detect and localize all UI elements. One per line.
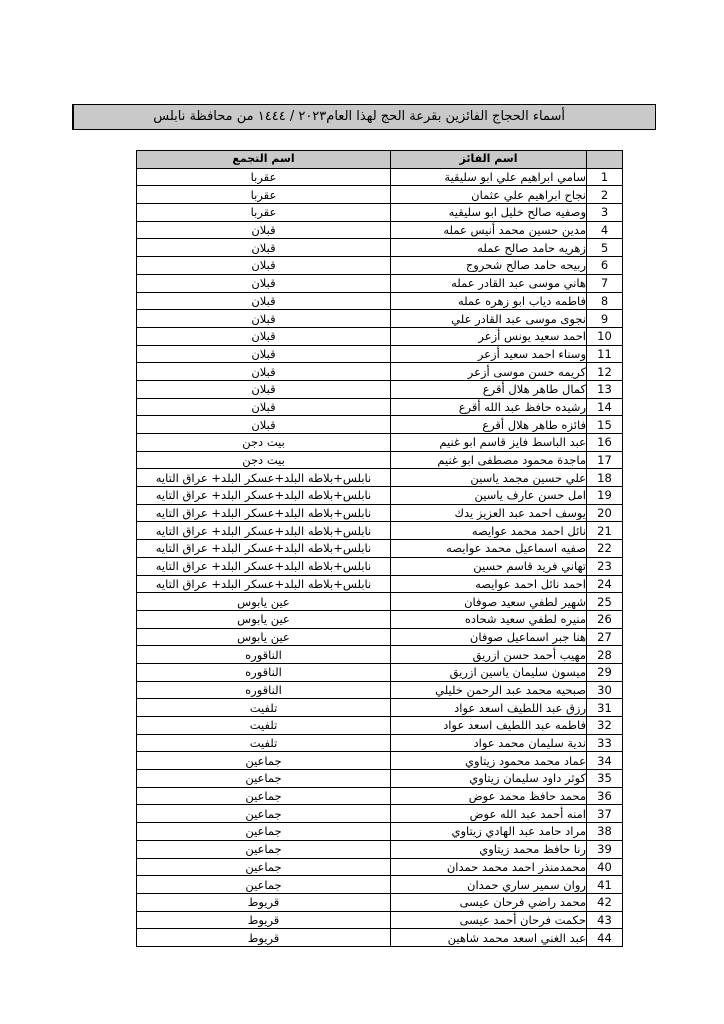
row-number: 17 — [587, 451, 623, 469]
winner-name: مراد حامد عبد الهادي زيتاوي — [391, 823, 587, 841]
table-row — [137, 628, 623, 646]
page-title: أسماء الحجاج الفائزين بقرعة الحج لهذا العام٢٠٢٣ / ١٤٤٤ من محافظة نابلس — [72, 104, 656, 130]
table-row — [137, 168, 623, 186]
winner-name: محمد حافظ محمد عوض — [391, 787, 587, 805]
table-row — [137, 911, 623, 929]
winner-name: وسناء احمد سعيد أزعر — [391, 345, 587, 363]
winner-name: احمد سعيد يونس أزعر — [391, 327, 587, 345]
group-name: قبلان — [137, 257, 391, 275]
row-number: 24 — [587, 575, 623, 593]
row-number: 18 — [587, 469, 623, 487]
group-name: تلفيت — [137, 717, 391, 735]
winner-name: صفيه اسماعيل محمد عوايصه — [391, 540, 587, 558]
table-row — [137, 257, 623, 275]
group-name: قريوط — [137, 893, 391, 911]
group-name: قبلان — [137, 363, 391, 381]
row-number: 27 — [587, 628, 623, 646]
winner-name: احمد نائل احمد عوايصه — [391, 575, 587, 593]
table-row — [137, 310, 623, 328]
winner-name: نجوى موسى عبد القادر علي — [391, 310, 587, 328]
table-row — [137, 398, 623, 416]
winner-name: رشيده حافظ عبد الله أقرع — [391, 398, 587, 416]
table-row — [137, 893, 623, 911]
group-name: عين يابوس — [137, 610, 391, 628]
row-number: 39 — [587, 840, 623, 858]
row-number: 5 — [587, 239, 623, 257]
table-row — [137, 557, 623, 575]
table-row — [137, 663, 623, 681]
row-number: 10 — [587, 327, 623, 345]
winner-name: منيره لطفي سعيد شحاده — [391, 610, 587, 628]
winner-name: فاطمه عبد اللطيف اسعد عواد — [391, 717, 587, 735]
group-name: نابلس+بلاطه البلد+عسكر البلد+ عراق التايه — [137, 540, 391, 558]
table-row — [137, 239, 623, 257]
group-name: بيت دجن — [137, 451, 391, 469]
winner-name: رزق عبد اللطيف اسعد عواد — [391, 699, 587, 717]
row-number: 1 — [587, 168, 623, 186]
row-number: 26 — [587, 610, 623, 628]
row-number: 42 — [587, 893, 623, 911]
table-row — [137, 434, 623, 452]
winner-name: ميسون سليمان ياسين ازريق — [391, 663, 587, 681]
group-name: نابلس+بلاطه البلد+عسكر البلد+ عراق التايه — [137, 575, 391, 593]
winner-name: سامي ابراهيم علي ابو سليقية — [391, 168, 587, 186]
group-name: قبلان — [137, 239, 391, 257]
winner-name: امنه أحمد عبد الله عوض — [391, 805, 587, 823]
winner-name: نجاح ابراهيم علي عثمان — [391, 186, 587, 204]
row-number: 2 — [587, 186, 623, 204]
row-number: 8 — [587, 292, 623, 310]
winner-name: فاطمه دياب ابو زهره عمله — [391, 292, 587, 310]
row-number: 25 — [587, 593, 623, 611]
table-row — [137, 876, 623, 894]
table-row — [137, 575, 623, 593]
winner-name: روان سمير ساري حمدان — [391, 876, 587, 894]
table-row — [137, 717, 623, 735]
table-row — [137, 345, 623, 363]
table-row — [137, 858, 623, 876]
table-row — [137, 487, 623, 505]
column-header-group-name: اسم التجمع — [137, 151, 391, 169]
group-name: الناقوره — [137, 663, 391, 681]
group-name: جماعين — [137, 805, 391, 823]
table-row — [137, 752, 623, 770]
table-row — [137, 805, 623, 823]
winner-name: علي حسين مجمد ياسين — [391, 469, 587, 487]
row-number: 12 — [587, 363, 623, 381]
table-row — [137, 469, 623, 487]
group-name: نابلس+بلاطه البلد+عسكر البلد+ عراق التايه — [137, 504, 391, 522]
winner-name: تهاني فريد قاسم حسين — [391, 557, 587, 575]
group-name: جماعين — [137, 770, 391, 788]
row-number: 38 — [587, 823, 623, 841]
column-header-winner-name: اسم الفائز — [391, 151, 587, 169]
row-number: 4 — [587, 221, 623, 239]
group-name: قبلان — [137, 327, 391, 345]
table-row — [137, 823, 623, 841]
winner-name: كوثر داود سليمان زيتاوي — [391, 770, 587, 788]
group-name: قبلان — [137, 310, 391, 328]
winner-name: امل حسن عارف ياسين — [391, 487, 587, 505]
winner-name: محمدمنذر احمد محمد حمدان — [391, 858, 587, 876]
winner-name: هنا جبر اسماعيل صوفان — [391, 628, 587, 646]
table-row — [137, 204, 623, 222]
winner-name: مهيب أحمد حسن ازريق — [391, 646, 587, 664]
group-name: عقربا — [137, 168, 391, 186]
table-row — [137, 929, 623, 947]
winner-name: مدين حسين محمد أنيس عمله — [391, 221, 587, 239]
group-name: الناقوره — [137, 646, 391, 664]
group-name: جماعين — [137, 752, 391, 770]
table-row — [137, 540, 623, 558]
table-row — [137, 681, 623, 699]
winner-name: زهريه حامد صالح عمله — [391, 239, 587, 257]
group-name: جماعين — [137, 823, 391, 841]
group-name: نابلس+بلاطه البلد+عسكر البلد+ عراق التايه — [137, 557, 391, 575]
group-name: قبلان — [137, 380, 391, 398]
group-name: نابلس+بلاطه البلد+عسكر البلد+ عراق التايه — [137, 469, 391, 487]
group-name: قبلان — [137, 345, 391, 363]
table-row — [137, 221, 623, 239]
winner-name: عبد الغني اسعد محمد شاهين — [391, 929, 587, 947]
winner-name: كريمه حسن موسى أزعر — [391, 363, 587, 381]
winner-name: كمال طاهر هلال أقرع — [391, 380, 587, 398]
row-number: 9 — [587, 310, 623, 328]
table-row — [137, 610, 623, 628]
group-name: نابلس+بلاطه البلد+عسكر البلد+ عراق التايه — [137, 487, 391, 505]
row-number: 23 — [587, 557, 623, 575]
winners-table — [136, 150, 623, 947]
row-number: 43 — [587, 911, 623, 929]
row-number: 6 — [587, 257, 623, 275]
row-number: 35 — [587, 770, 623, 788]
row-number: 16 — [587, 434, 623, 452]
table-row — [137, 327, 623, 345]
table-row — [137, 734, 623, 752]
table-row — [137, 274, 623, 292]
group-name: جماعين — [137, 787, 391, 805]
row-number: 44 — [587, 929, 623, 947]
winner-name: ندية سليمان محمد عواد — [391, 734, 587, 752]
group-name: عقربا — [137, 186, 391, 204]
table-row — [137, 292, 623, 310]
table-row — [137, 504, 623, 522]
group-name: الناقوره — [137, 681, 391, 699]
group-name: قبلان — [137, 292, 391, 310]
group-name: جماعين — [137, 840, 391, 858]
group-name: قبلان — [137, 416, 391, 434]
winner-name: نائل احمد محمد عوايصه — [391, 522, 587, 540]
winner-name: حكمت فرحان أحمد عيسى — [391, 911, 587, 929]
winner-name: محمد راضي فرحان عيسى — [391, 893, 587, 911]
winner-name: فائزه طاهر هلال أقرع — [391, 416, 587, 434]
group-name: قبلان — [137, 221, 391, 239]
row-number: 20 — [587, 504, 623, 522]
table-row — [137, 593, 623, 611]
row-number: 30 — [587, 681, 623, 699]
table-row — [137, 522, 623, 540]
row-number: 37 — [587, 805, 623, 823]
row-number: 40 — [587, 858, 623, 876]
group-name: عقربا — [137, 204, 391, 222]
row-number: 29 — [587, 663, 623, 681]
table-row — [137, 451, 623, 469]
winner-name: ربيحه حامد صالح شحروج — [391, 257, 587, 275]
table-row — [137, 380, 623, 398]
table-row — [137, 840, 623, 858]
group-name: تلفيت — [137, 699, 391, 717]
group-name: قبلان — [137, 274, 391, 292]
row-number: 33 — [587, 734, 623, 752]
winner-name: عبد الباسط فايز قاسم ابو غنيم — [391, 434, 587, 452]
row-number: 36 — [587, 787, 623, 805]
row-number: 14 — [587, 398, 623, 416]
table-row — [137, 699, 623, 717]
group-name: بيت دجن — [137, 434, 391, 452]
group-name: قريوط — [137, 911, 391, 929]
group-name: نابلس+بلاطه البلد+عسكر البلد+ عراق التايه — [137, 522, 391, 540]
row-number: 13 — [587, 380, 623, 398]
table-row — [137, 646, 623, 664]
group-name: عين يابوس — [137, 593, 391, 611]
winner-name: يوسف احمد عبد العزيز يدك — [391, 504, 587, 522]
table-row — [137, 186, 623, 204]
table-row — [137, 787, 623, 805]
row-number: 41 — [587, 876, 623, 894]
winner-name: رنا حافظ محمد زيتاوي — [391, 840, 587, 858]
row-number: 3 — [587, 204, 623, 222]
table-row — [137, 416, 623, 434]
row-number: 32 — [587, 717, 623, 735]
winner-name: هاني موسى عبد القادر عمله — [391, 274, 587, 292]
group-name: قبلان — [137, 398, 391, 416]
table-header-row — [137, 151, 623, 169]
group-name: عين يابوس — [137, 628, 391, 646]
group-name: تلفيت — [137, 734, 391, 752]
winner-name: ماجدة محمود مصطفى ابو غنيم — [391, 451, 587, 469]
row-number: 7 — [587, 274, 623, 292]
row-number: 21 — [587, 522, 623, 540]
winner-name: صبحيه محمد عبد الرحمن خليلي — [391, 681, 587, 699]
row-number: 19 — [587, 487, 623, 505]
winner-name: عماد محمد محمود زيتاوي — [391, 752, 587, 770]
row-number: 28 — [587, 646, 623, 664]
group-name: جماعين — [137, 876, 391, 894]
row-number: 22 — [587, 540, 623, 558]
winner-name: وصفيه صالح خليل ابو سليقيه — [391, 204, 587, 222]
group-name: قريوط — [137, 929, 391, 947]
column-header-number — [587, 151, 623, 169]
row-number: 34 — [587, 752, 623, 770]
table-row — [137, 363, 623, 381]
row-number: 31 — [587, 699, 623, 717]
row-number: 11 — [587, 345, 623, 363]
row-number: 15 — [587, 416, 623, 434]
group-name: جماعين — [137, 858, 391, 876]
table-row — [137, 770, 623, 788]
winner-name: شهير لطفي سعيد صوفان — [391, 593, 587, 611]
